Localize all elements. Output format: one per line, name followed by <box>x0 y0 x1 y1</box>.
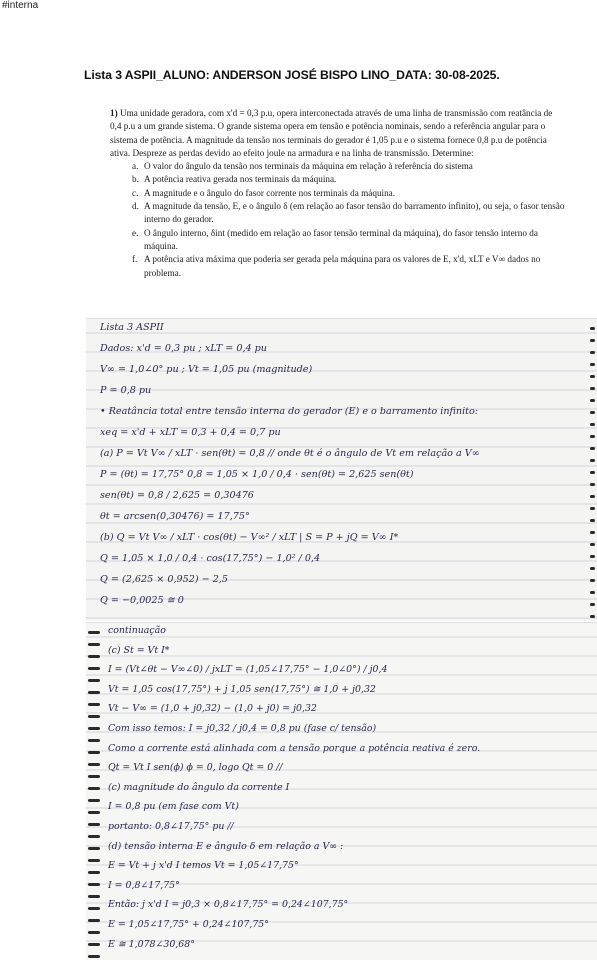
spiral-hole <box>88 703 100 706</box>
spiral-hole <box>590 327 595 330</box>
handwritten-line: Q = −0,0025 ≅ 0 <box>100 595 184 606</box>
problem-text: Uma unidade geradora, com x'd = 0,3 p.u, opera interconectada através de uma linha de transmissão com reatância de 0,4 p.u a um grande sistema. O grande sistema opera em tensão e potência nominais, sendo a referência angular para o sistema de potência. A magnitude da tensão nos terminais do gerador é 1,05 p.u e o sistema fornece 0,8 p.u de potência ativa. Despreze as perdas devido ao efeito joule na armadura e na linha de transmissão. Determine: <box>110 108 553 158</box>
handwritten-line: Dados: x'd = 0,3 pu ; xLT = 0,4 pu <box>100 343 267 354</box>
spiral-hole <box>88 691 100 694</box>
spiral-hole <box>590 567 595 570</box>
spiral-hole <box>590 375 595 378</box>
spiral-hole <box>88 835 100 838</box>
problem-item <box>132 173 566 186</box>
item-letter: f. <box>132 254 138 265</box>
item-letter: d. <box>132 201 139 212</box>
handwritten-line: Lista 3 ASPII <box>100 322 164 333</box>
handwritten-line: (c) St = Vt I* <box>108 644 170 656</box>
spiral-hole <box>590 423 595 426</box>
spiral-hole <box>88 715 100 718</box>
problem-intro <box>110 107 566 160</box>
item-letter: e. <box>132 227 139 238</box>
item-text: O ângulo interno, δint (medido em relação ao fasor tensão terminal da máquina), do fasor tensão interno da máquina. <box>144 227 538 251</box>
spiral-hole <box>88 811 100 814</box>
spiral-hole <box>88 739 100 742</box>
handwritten-line: (c) magnitude do ângulo da corrente I <box>108 781 290 793</box>
item-letter: b. <box>132 174 139 185</box>
handwritten-line: • Reatância total entre tensão interna do gerador (E) e o barramento infinito: <box>100 406 479 417</box>
handwritten-line: Qt = Vt I sen(ϕ) ϕ = 0, logo Qt = 0 // <box>108 762 283 774</box>
spiral-hole <box>590 543 595 546</box>
handwritten-notes-page-1 <box>86 318 597 621</box>
handwritten-line: I = (Vt∠θt − V∞∠0) / jxLT = (1,05∠17,75° − 1,0∠0°) / j0,4 <box>108 664 388 676</box>
spiral-hole <box>88 919 100 922</box>
handwritten-line: portanto: 0,8∠17,75° pu // <box>108 821 234 832</box>
spiral-hole <box>88 655 100 658</box>
spiral-hole <box>88 763 100 766</box>
handwritten-line: E ≅ 1,078∠30,68° <box>108 938 195 950</box>
spiral-hole <box>88 775 100 778</box>
handwritten-line: (b) Q = Vt V∞ / xLT · cos(θt) − V∞² / xLT | S = P + jQ = V∞ I* <box>100 532 399 543</box>
spiral-hole <box>590 591 595 594</box>
handwritten-line: E = 1,05∠17,75° + 0,24∠107,75° <box>108 919 269 930</box>
spiral-hole <box>88 895 100 898</box>
spiral-hole <box>590 495 595 498</box>
item-text: A magnitude e o ângulo do fasor corrente nos terminais da máquina. <box>144 187 396 198</box>
item-letter: a. <box>132 161 139 172</box>
handwritten-line: Vt = 1,05 cos(17,75°) + j 1,05 sen(17,75°) ≅ 1,0 + j0,32 <box>108 683 376 695</box>
spiral-hole <box>590 471 595 474</box>
spiral-hole <box>590 531 595 534</box>
item-text: A magnitude da tensão, E, e o ângulo δ (em relação ao fasor tensão do barramento infinito), ou seja, o fasor tensão interno do gerador. <box>144 201 565 225</box>
item-text: A potência ativa máxima que poderia ser gerada pela máquina para os valores de E, x'd, xLT e V∞ dados no problema. <box>144 254 541 278</box>
problem-items <box>110 160 566 280</box>
spiral-hole <box>590 339 595 342</box>
spiral-hole <box>590 363 595 366</box>
handwritten-line: Q = (2,625 × 0,952) − 2,5 <box>100 574 228 585</box>
handwritten-line: Como a corrente está alinhada com a tensão porque a potência reativa é zero. <box>108 742 481 754</box>
spiral-hole <box>88 931 100 934</box>
spiral-hole <box>590 399 595 402</box>
spiral-hole <box>88 667 100 670</box>
spiral-hole <box>88 871 100 874</box>
problem-item <box>132 160 566 173</box>
problem-statement <box>110 107 566 280</box>
spiral-hole <box>88 799 100 802</box>
problem-number: 1) <box>110 108 118 118</box>
handwritten-line: Então: j x'd I = j0,3 × 0,8∠17,75° = 0,24∠107,75° <box>108 899 349 911</box>
spiral-hole <box>590 459 595 462</box>
problem-item <box>132 200 566 227</box>
spiral-hole <box>88 847 100 850</box>
spiral-hole <box>590 615 595 618</box>
handwritten-line: P = 0,8 pu <box>100 385 152 396</box>
spiral-hole <box>88 943 100 946</box>
handwritten-line: E = Vt + j x'd I temos Vt = 1,05∠17,75° <box>108 860 299 872</box>
spiral-hole <box>590 507 595 510</box>
handwritten-line: Vt − V∞ = (1,0 + j0,32) − (1,0 + j0) = j0,32 <box>108 703 317 715</box>
problem-item <box>132 253 566 280</box>
spiral-hole <box>88 907 100 910</box>
page-title: Lista 3 ASPII_ALUNO: ANDERSON JOSÉ BISPO LINO_DATA: 30-08-2025. <box>84 68 500 82</box>
spiral-hole <box>590 411 595 414</box>
item-letter: c. <box>132 187 139 198</box>
handwritten-line: (d) tensão interna E e ângulo δ em relação a V∞ : <box>108 840 344 852</box>
handwritten-line: θt = arcsen(0,30476) = 17,75° <box>100 511 250 522</box>
spiral-hole <box>88 679 100 682</box>
handwritten-line: sen(θt) = 0,8 / 2,625 = 0,30476 <box>100 490 254 501</box>
handwritten-line: I = 0,8 pu (em fase com Vt) <box>108 801 239 813</box>
spiral-hole <box>88 787 100 790</box>
item-text: O valor do ângulo da tensão nos terminais da máquina em relação à referência do sistema <box>144 161 473 172</box>
handwritten-line: I = 0,8∠17,75° <box>108 879 180 891</box>
handwritten-line: Q = 1,05 × 1,0 / 0,4 · cos(17,75°) − 1,0² / 0,4 <box>100 553 321 564</box>
spiral-hole <box>88 883 100 886</box>
problem-item <box>132 227 566 254</box>
spiral-hole <box>590 579 595 582</box>
spiral-hole <box>88 643 100 646</box>
handwritten-line: V∞ = 1,0∠0° pu ; Vt = 1,05 pu (magnitude) <box>100 364 313 375</box>
spiral-hole <box>88 859 100 862</box>
spiral-hole <box>88 631 100 634</box>
item-text: A potência reativa gerada nos terminais da máquina. <box>144 174 337 185</box>
spiral-hole <box>590 483 595 486</box>
handwritten-line: Com isso temos: I = j0,32 / j0,4 = 0,8 pu (fase c/ tensão) <box>108 723 377 734</box>
handwritten-line: (a) P = Vt V∞ / xLT · sen(θt) = 0,8 // onde θt é o ângulo de Vt em relação a V∞ <box>100 448 480 459</box>
handwritten-notes-page-2 <box>86 622 597 960</box>
spiral-hole <box>88 823 100 826</box>
problem-item <box>132 187 566 200</box>
spiral-hole <box>590 447 595 450</box>
handwritten-line: P = (θt) = 17,75° 0,8 = 1,05 × 1,0 / 0,4 · sen(θt) = 2,625 sen(θt) <box>100 469 414 480</box>
handwritten-line: xeq = x'd + xLT = 0,3 + 0,4 = 0,7 pu <box>100 427 281 438</box>
spiral-hole <box>590 351 595 354</box>
spiral-hole <box>590 555 595 558</box>
spiral-hole <box>88 955 100 958</box>
spiral-hole <box>590 435 595 438</box>
classification-label: #interna <box>2 0 39 11</box>
spiral-hole <box>590 387 595 390</box>
spiral-hole <box>590 519 595 522</box>
spiral-hole <box>88 727 100 730</box>
handwritten-line: continuação <box>108 625 166 636</box>
spiral-hole <box>88 751 100 754</box>
spiral-hole <box>590 603 595 606</box>
